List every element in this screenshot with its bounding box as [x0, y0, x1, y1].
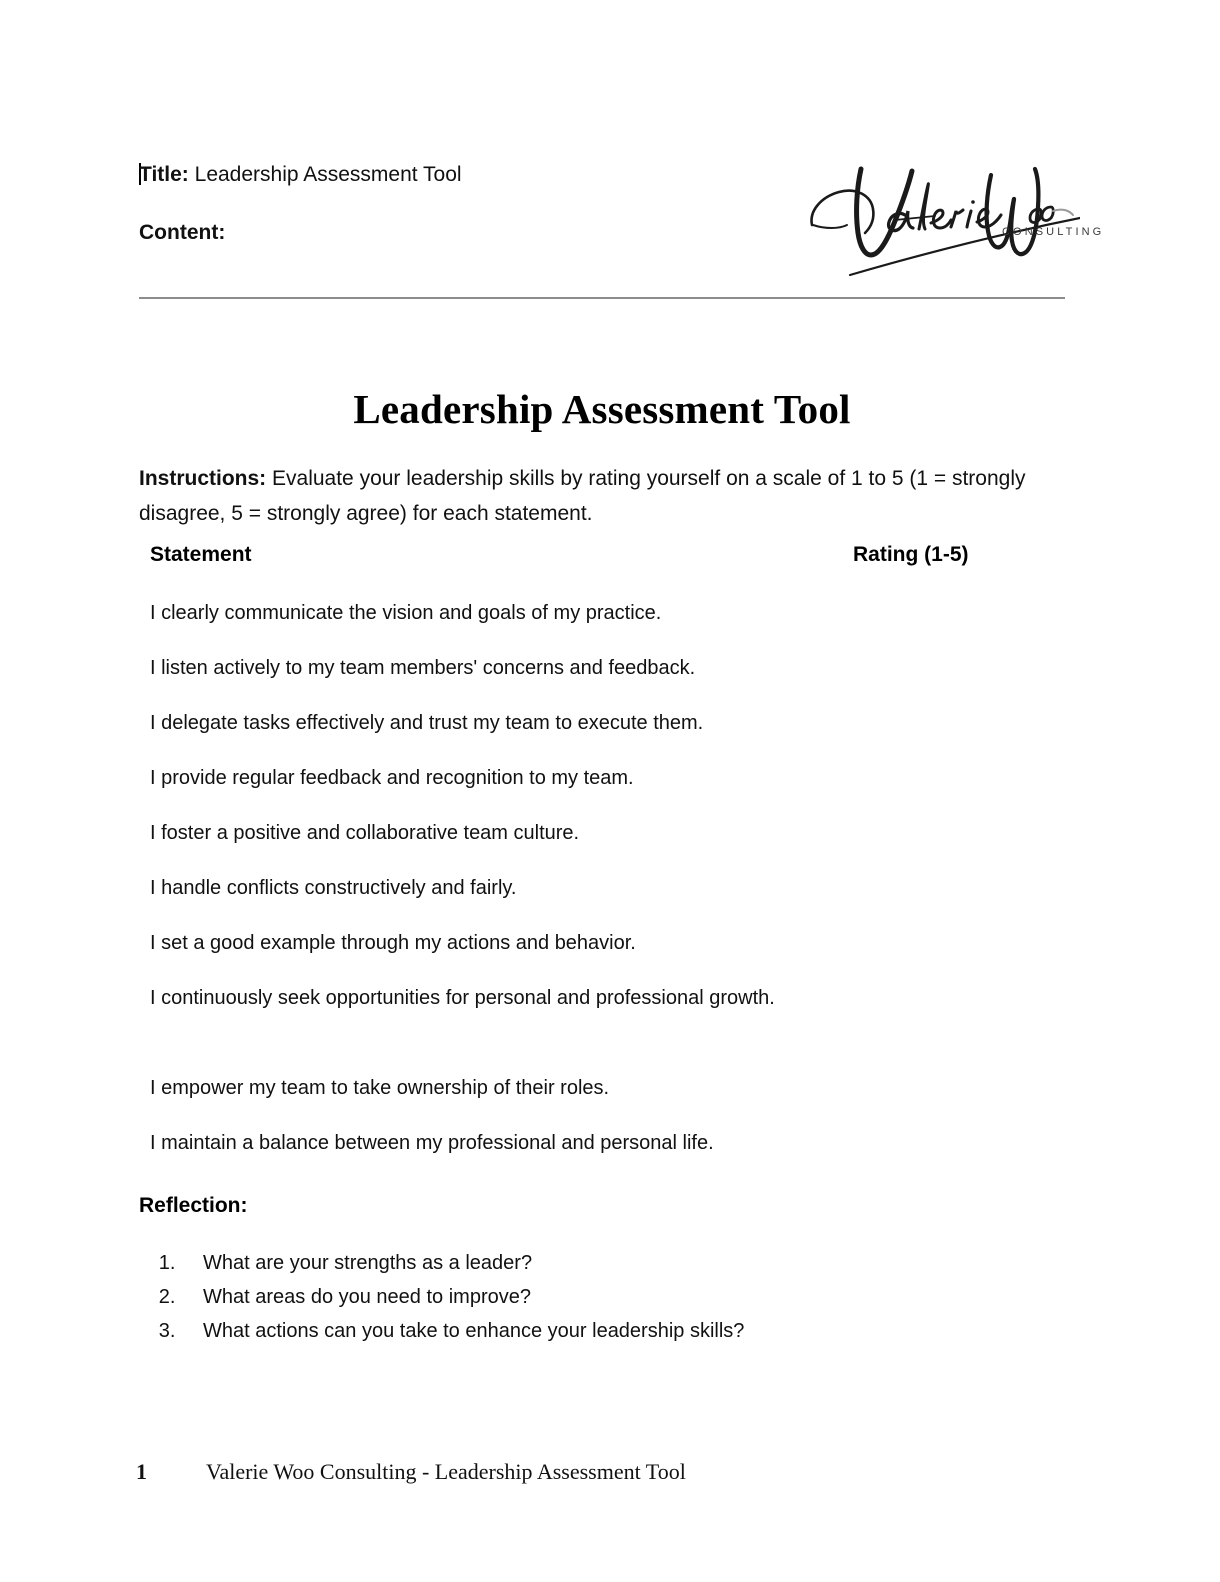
rating-input-cell[interactable] — [853, 761, 1023, 795]
list-item: 3. What actions can you take to enhance your leadership skills? — [181, 1314, 1029, 1348]
statement-text: I empower my team to take ownership of their roles. — [150, 1077, 610, 1099]
statement-text: I listen actively to my team members' concerns and feedback. — [150, 657, 696, 679]
meta-title-line — [139, 160, 759, 190]
table-row — [139, 981, 1029, 1071]
statement-text: I handle conflicts constructively and fairly. — [150, 877, 517, 899]
column-header-statement: Statement — [150, 543, 252, 566]
statement-text: I provide regular feedback and recognition to my team. — [150, 767, 634, 789]
instructions-label: Instructions: — [139, 467, 267, 490]
table-row — [139, 651, 1029, 706]
reflection-section — [139, 1194, 1029, 1348]
meta-content-line — [139, 218, 759, 248]
statement-text: I maintain a balance between my professional and personal life. — [150, 1132, 714, 1154]
assessment-table — [139, 540, 1029, 1181]
rating-input-cell[interactable] — [853, 596, 1023, 630]
logo-consulting-text: CONSULTING — [1002, 226, 1105, 238]
table-row — [139, 1126, 1029, 1181]
list-item: 2. What areas do you need to improve? — [181, 1280, 1029, 1314]
table-row — [139, 926, 1029, 981]
list-item: 1. What are your strengths as a leader? — [181, 1246, 1029, 1280]
statement-text: I foster a positive and collaborative team culture. — [150, 822, 580, 844]
meta-content-label: Content: — [139, 221, 226, 244]
instructions-text: Evaluate your leadership skills by rating yourself on a scale of 1 to 5 (1 = strongly disagree, 5 = strongly agree) for each statement. — [139, 467, 1026, 525]
document-meta-block — [139, 160, 759, 276]
statement-text: I delegate tasks effectively and trust my team to execute them. — [150, 712, 704, 734]
meta-title-value: Leadership Assessment Tool — [194, 163, 462, 186]
statement-text: I set a good example through my actions and behavior. — [150, 932, 636, 954]
table-row — [139, 816, 1029, 871]
rating-input-cell[interactable] — [853, 1071, 1023, 1105]
instructions-paragraph — [139, 461, 1029, 531]
statement-text: I clearly communicate the vision and goals of my practice. — [150, 602, 662, 624]
reflection-heading: Reflection: — [139, 1194, 248, 1217]
table-row — [139, 706, 1029, 761]
rating-input-cell[interactable] — [853, 1126, 1023, 1160]
rating-input-cell[interactable] — [853, 651, 1023, 685]
statement-text: I continuously seek opportunities for personal and professional growth. — [150, 987, 775, 1009]
reflection-question-list — [139, 1246, 1029, 1348]
footer-page-number: 1 — [136, 1459, 147, 1484]
table-header-row — [139, 540, 1029, 596]
header-divider — [139, 297, 1065, 299]
rating-input-cell[interactable] — [853, 981, 1023, 1015]
valerie-woo-consulting-logo — [795, 163, 1105, 288]
page-footer — [136, 1459, 1036, 1485]
footer-text: Valerie Woo Consulting - Leadership Assessment Tool — [206, 1459, 686, 1484]
meta-title-label: Title: — [139, 163, 189, 186]
table-row — [139, 596, 1029, 651]
table-row — [139, 761, 1029, 816]
page-title: Leadership Assessment Tool — [353, 386, 851, 433]
rating-input-cell[interactable] — [853, 706, 1023, 740]
table-row — [139, 1071, 1029, 1126]
rating-input-cell[interactable] — [853, 816, 1023, 850]
table-row — [139, 871, 1029, 926]
rating-input-cell[interactable] — [853, 871, 1023, 905]
rating-input-cell[interactable] — [853, 926, 1023, 960]
column-header-rating: Rating (1-5) — [853, 543, 969, 566]
